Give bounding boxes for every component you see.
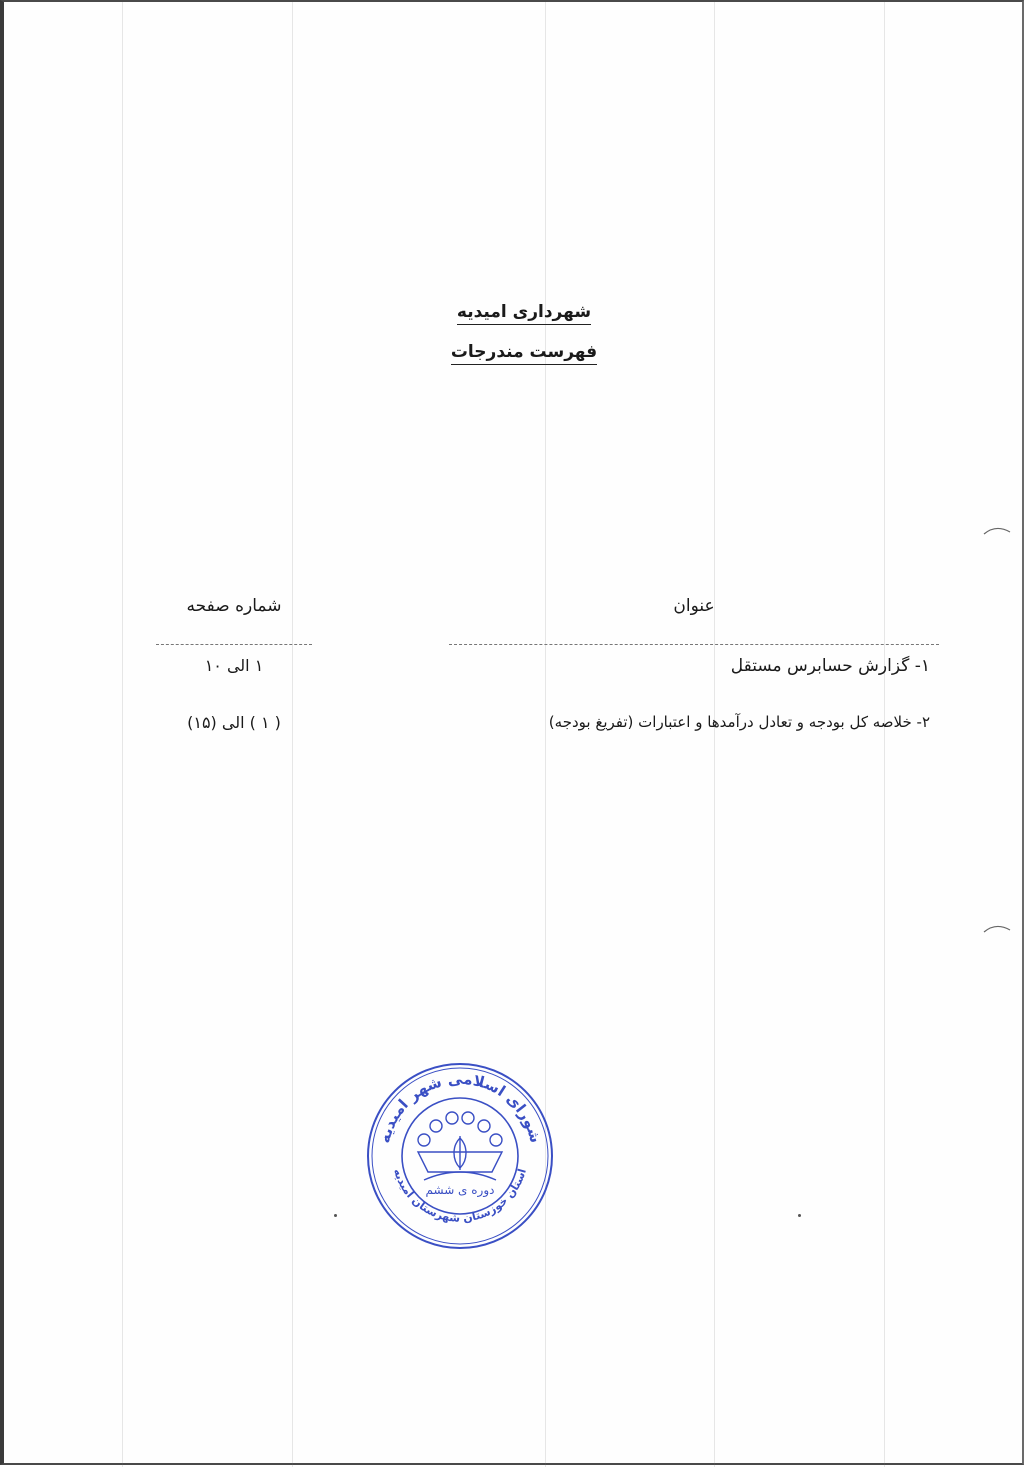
speck (334, 1214, 337, 1217)
toc-entry-title: ۱- گزارش حسابرس مستقل (730, 656, 930, 676)
margin-mark (982, 524, 1012, 536)
seal-inner-text: دوره ی ششم (425, 1183, 495, 1197)
organization-name: شهرداری امیدیه (457, 302, 591, 325)
column-heading-page: شماره صفحه (186, 596, 282, 616)
column-heading-title: عنوان (673, 596, 715, 616)
scan-streak (122, 2, 123, 1467)
svg-text:شورای اسلامی شهر امیدیه (375, 1070, 545, 1145)
seal-bottom-text: استان خوزستان شهرستان امیدیه (391, 1167, 529, 1225)
margin-mark (982, 922, 1012, 934)
toc-title (4, 342, 1024, 362)
scan-streak (884, 2, 885, 1467)
toc-entry-pages: ( ۱ ) الی (۱۵) (187, 713, 281, 732)
toc-entry-pages: ۱ الی ۱۰ (204, 656, 264, 675)
organization-title (4, 302, 1024, 322)
council-seal (364, 1060, 556, 1252)
seal-outer-text: شورای اسلامی شهر امیدیه (375, 1069, 545, 1145)
toc-entry-title: ۲- خلاصه کل بودجه و تعادل درآمدها و اعتبارات (تفریغ بودجه) (548, 713, 930, 731)
speck (798, 1214, 801, 1217)
scan-streak (292, 2, 293, 1467)
toc-heading: فهرست مندرجات (451, 342, 597, 365)
scan-streak (714, 2, 715, 1467)
page-column-rule (156, 644, 312, 645)
title-column-rule (449, 644, 939, 645)
